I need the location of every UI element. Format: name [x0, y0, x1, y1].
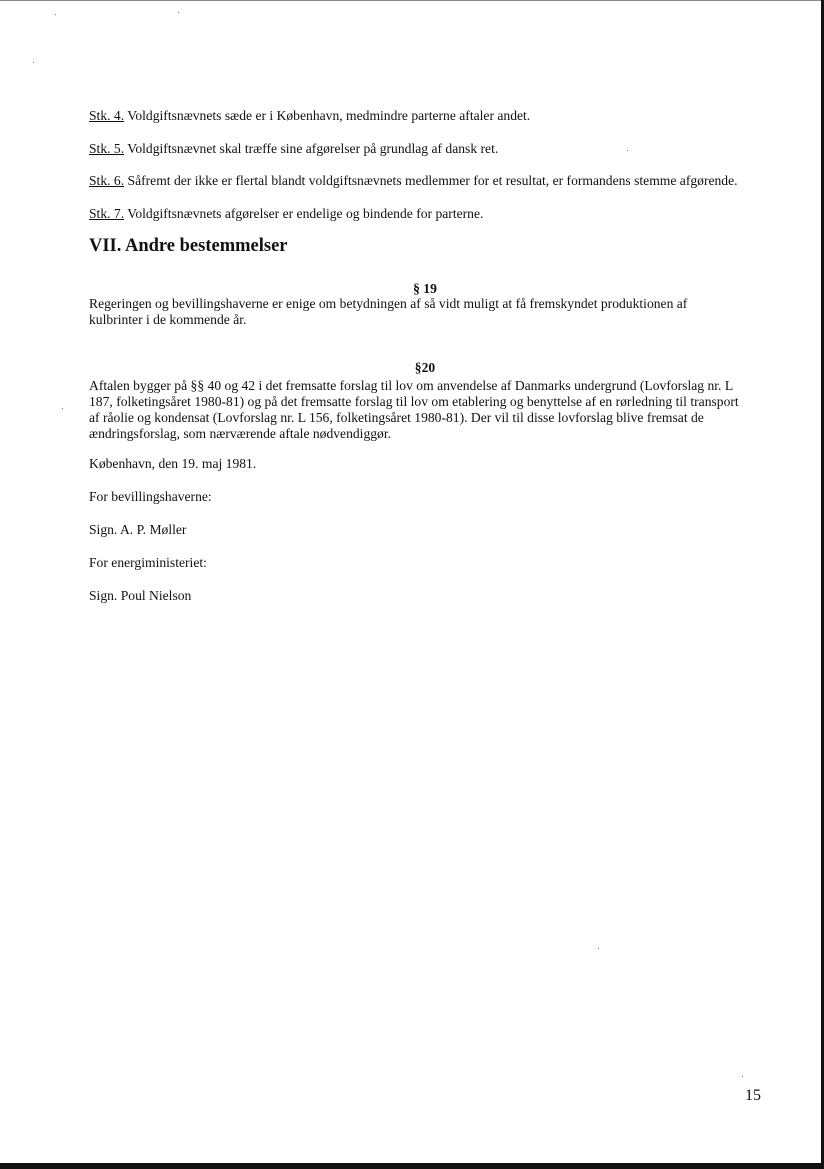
- stk-7-text: Voldgiftsnævnets afgørelser er endelige og bindende for parterne.: [124, 206, 484, 221]
- paragraph-20-body: [89, 378, 739, 442]
- stk-4-paragraph: [89, 108, 530, 124]
- paragraph-20-line: 187, folketingsåret 1980-81) og på det fremsatte forslag til lov om etablering og benyttelse af en rørledning til transport: [89, 394, 739, 409]
- section-heading: VII. Andre bestemmelser: [89, 236, 288, 256]
- stk-6-text: Såfremt der ikke er flertal blandt voldgiftsnævnets medlemmer for et resultat, er formandens stemme afgørende.: [124, 173, 738, 188]
- paragraph-20-line: ændringsforslag, som nærværende aftale nødvendiggør.: [89, 426, 392, 441]
- paragraph-19-line: Regeringen og bevillingshaverne er enige om betydningen af så vidt muligt at få fremskyndet produktionen af: [89, 296, 688, 311]
- for-licensees-label: For bevillingshaverne:: [89, 489, 212, 504]
- scan-edge-top: [0, 0, 824, 1]
- paragraph-20-title: §20: [414, 360, 436, 375]
- paragraph-19-line: kulbrinter i de kommende år.: [89, 312, 247, 327]
- paragraph-19-body: [89, 296, 687, 328]
- stk-6-paragraph: [89, 173, 738, 189]
- scan-speck: [742, 1076, 743, 1077]
- paragraph-20-line: af råolie og kondensat (Lovforslag nr. L 156, folketingsåret 1980-81). Der vil til disse lovforslag blive fremsat de: [89, 410, 704, 425]
- paragraph-20-line: Aftalen bygger på §§ 40 og 42 i det fremsatte forslag til lov om anvendelse af Danmarks undergrund (Lovforslag nr. L: [89, 378, 734, 393]
- scan-speck: [55, 14, 56, 15]
- stk-6-label: Stk. 6.: [89, 173, 125, 188]
- page-number: 15: [745, 1087, 761, 1104]
- scan-speck: [598, 948, 599, 949]
- stk-7-label: Stk. 7.: [89, 206, 125, 221]
- stk-5-text: Voldgiftsnævnet skal træffe sine afgørelser på grundlag af dansk ret.: [124, 141, 499, 156]
- signature-nielson: Sign. Poul Nielson: [89, 588, 192, 603]
- stk-4-text: Voldgiftsnævnets sæde er i København, medmindre parterne aftaler andet.: [124, 108, 531, 123]
- stk-5-paragraph: [89, 141, 498, 157]
- scan-speck: [33, 62, 34, 63]
- place-date: København, den 19. maj 1981.: [89, 456, 257, 471]
- scan-speck: [178, 12, 179, 13]
- paragraph-19-title: § 19: [413, 281, 437, 296]
- scan-edge-bottom: [0, 1163, 824, 1169]
- scan-speck: [62, 408, 63, 409]
- scan-speck: [627, 150, 628, 151]
- stk-7-paragraph: [89, 206, 483, 222]
- stk-5-label: Stk. 5.: [89, 141, 125, 156]
- for-ministry-label: For energiministeriet:: [89, 555, 207, 570]
- stk-4-label: Stk. 4.: [89, 108, 125, 123]
- signature-moller: Sign. A. P. Møller: [89, 522, 187, 537]
